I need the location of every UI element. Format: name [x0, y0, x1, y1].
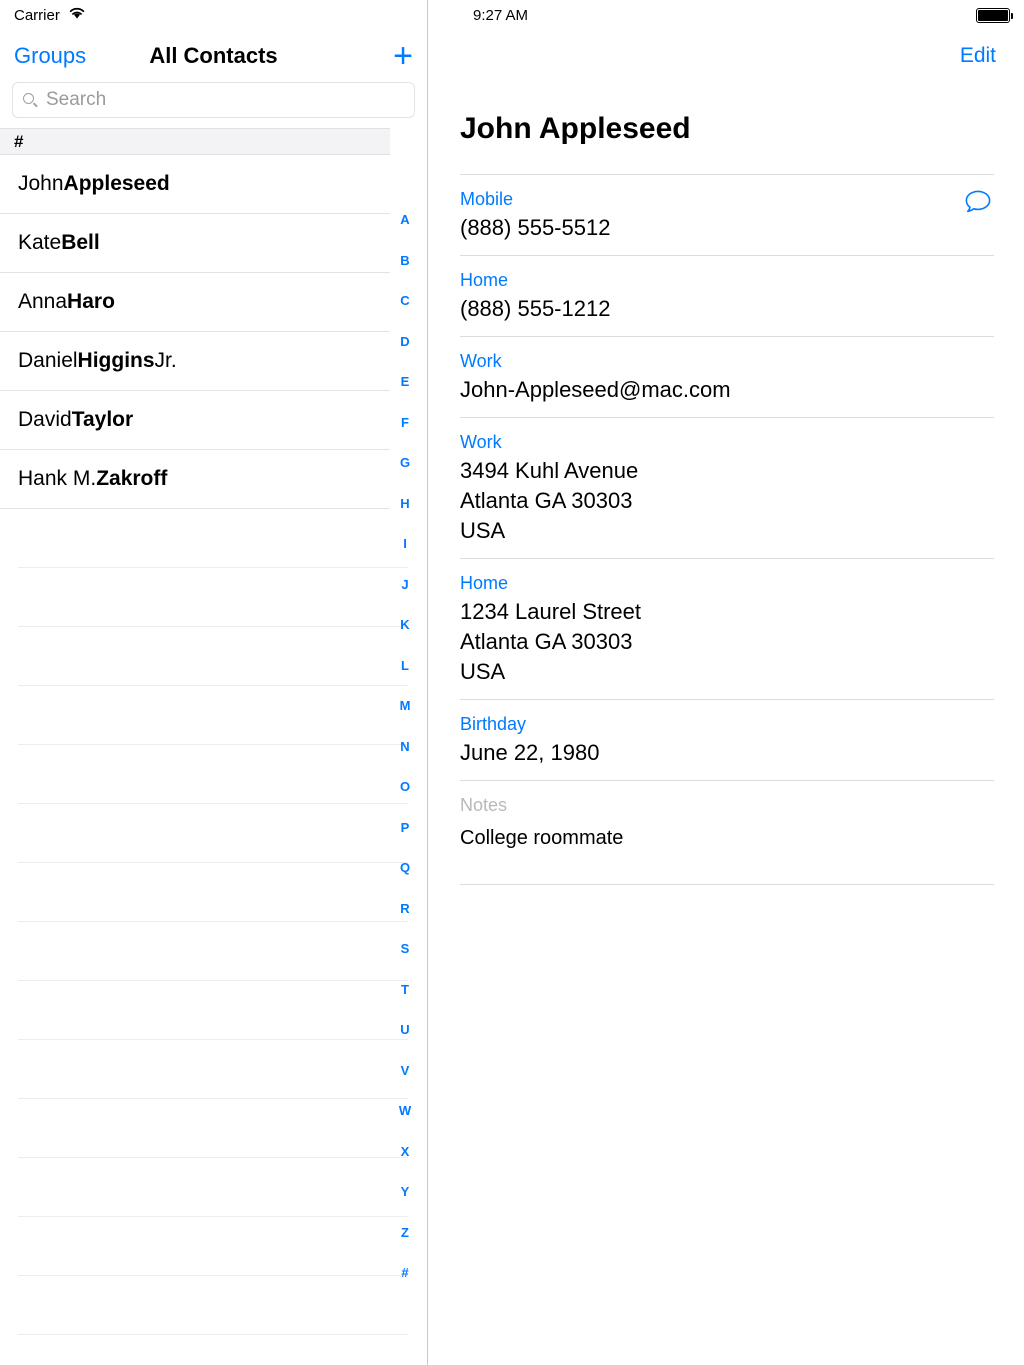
contact-first-name: John: [18, 172, 64, 195]
field-value-line: 3494 Kuhl Avenue: [460, 458, 639, 483]
field-label: Home: [460, 270, 509, 290]
field-value: June 22, 1980: [460, 740, 600, 765]
empty-list-row: [18, 627, 408, 686]
field-value[interactable]: John-Appleseed@mac.com: [460, 377, 731, 402]
battery-icon: [976, 8, 1010, 23]
clock-label: 9:27 AM: [473, 6, 529, 24]
index-letter[interactable]: G: [399, 455, 411, 470]
search-input[interactable]: [12, 82, 415, 118]
index-letter[interactable]: R: [400, 900, 410, 916]
empty-list-row: [18, 1158, 408, 1217]
empty-list-row: [18, 922, 408, 981]
field-label: Work: [460, 432, 502, 452]
index-letter[interactable]: J: [401, 576, 409, 592]
field-work-email[interactable]: [460, 336, 994, 417]
index-letter[interactable]: V: [400, 1062, 410, 1078]
carrier-label: Carrier: [14, 6, 60, 24]
field-value[interactable]: College roommate: [460, 827, 624, 849]
contact-list[interactable]: [0, 155, 427, 1365]
field-label: Mobile: [460, 189, 514, 209]
contact-full-name: John Appleseed: [460, 112, 691, 145]
index-letter[interactable]: T: [401, 981, 409, 997]
contact-last-name: Bell: [61, 231, 100, 254]
empty-list-row: [18, 745, 408, 804]
empty-list-row: [18, 568, 408, 627]
detail-nav-bar: [428, 30, 1024, 82]
contact-suffix: Jr.: [154, 349, 177, 372]
empty-list-row: [18, 1099, 408, 1158]
empty-list-row: [18, 1040, 408, 1099]
index-letter[interactable]: M: [399, 698, 411, 713]
contact-last-name: Appleseed: [63, 172, 170, 195]
contact-last-name: Zakroff: [96, 467, 168, 490]
index-letter[interactable]: X: [400, 1143, 410, 1159]
empty-list-row: [18, 686, 408, 745]
list-item[interactable]: [0, 450, 390, 509]
field-value-line: Atlanta GA 30303: [460, 488, 633, 513]
field-value[interactable]: (888) 555-5512: [460, 215, 611, 240]
index-letter[interactable]: U: [400, 1022, 410, 1037]
index-letter[interactable]: L: [401, 657, 409, 673]
wifi-icon: [68, 6, 86, 24]
index-letter[interactable]: B: [400, 252, 410, 268]
index-letter[interactable]: P: [400, 819, 410, 835]
field-label: Notes: [460, 795, 508, 815]
field-label: Birthday: [460, 714, 527, 734]
field-value[interactable]: (888) 555-1212: [460, 296, 611, 321]
index-letter[interactable]: I: [403, 536, 407, 551]
contact-first-name: David: [18, 408, 72, 431]
contact-first-name: Kate: [18, 231, 62, 254]
contact-first-name: Anna: [18, 290, 68, 313]
field-home-phone[interactable]: [460, 255, 994, 336]
groups-button[interactable]: Groups: [14, 43, 87, 68]
index-letter[interactable]: E: [400, 374, 410, 389]
left-status-bar: [0, 0, 427, 30]
index-letter[interactable]: K: [400, 617, 410, 632]
contact-last-name: Taylor: [71, 408, 134, 431]
search-icon: [23, 93, 38, 108]
index-letter[interactable]: H: [400, 495, 410, 511]
field-label: Work: [460, 351, 502, 371]
field-mobile-phone[interactable]: [460, 174, 994, 255]
detail-bottom-divider: [460, 884, 994, 885]
field-value-line: 1234 Laurel Street: [460, 599, 642, 624]
add-contact-button[interactable]: +: [393, 37, 413, 75]
field-notes[interactable]: [460, 780, 994, 862]
index-letter[interactable]: D: [400, 333, 410, 349]
list-item[interactable]: [0, 391, 390, 450]
list-item[interactable]: [0, 214, 390, 273]
empty-list-row: [18, 1276, 408, 1335]
empty-list-row: [18, 1217, 408, 1276]
index-letter[interactable]: S: [400, 941, 410, 956]
contact-first-name: Hank M.: [18, 467, 97, 490]
message-bubble-icon[interactable]: [964, 189, 992, 215]
search-container: [0, 82, 427, 128]
right-status-bar: [428, 0, 1024, 30]
field-birthday[interactable]: [460, 699, 994, 780]
index-letter[interactable]: W: [398, 1103, 412, 1118]
index-letter[interactable]: A: [400, 212, 410, 227]
edit-button[interactable]: Edit: [959, 44, 996, 67]
list-item[interactable]: [0, 155, 390, 214]
contact-detail-pane: [428, 0, 1024, 1365]
index-letter[interactable]: N: [400, 738, 410, 754]
contact-last-name: Higgins: [77, 349, 155, 372]
empty-list-row: [18, 863, 408, 922]
field-value-line: USA: [460, 518, 506, 543]
empty-list-row: [18, 804, 408, 863]
contact-first-name: Daniel: [18, 349, 78, 372]
search-placeholder: Search: [46, 89, 107, 110]
field-value-line: USA: [460, 659, 506, 684]
index-letter[interactable]: F: [401, 414, 409, 430]
field-work-address[interactable]: [460, 417, 994, 558]
alphabet-index-bar[interactable]: [395, 200, 415, 1294]
left-nav-bar: [0, 30, 427, 82]
list-item[interactable]: [0, 332, 390, 391]
field-value-line: Atlanta GA 30303: [460, 629, 633, 654]
index-letter[interactable]: C: [400, 293, 410, 308]
index-letter[interactable]: Y: [400, 1184, 410, 1199]
section-header-hash: #: [0, 128, 390, 155]
index-letter[interactable]: O: [399, 779, 411, 794]
index-letter[interactable]: #: [401, 1265, 409, 1280]
field-home-address[interactable]: [460, 558, 994, 699]
field-label: Home: [460, 573, 509, 593]
page-title: All Contacts: [149, 43, 278, 68]
contacts-list-pane: [0, 0, 428, 1365]
contact-last-name: Haro: [67, 290, 115, 313]
empty-list-row: [18, 509, 408, 568]
index-letter[interactable]: Q: [399, 860, 411, 875]
index-letter[interactable]: Z: [401, 1224, 409, 1240]
empty-list-row: [18, 981, 408, 1040]
list-item[interactable]: [0, 273, 390, 332]
contact-detail-body: [428, 82, 1024, 885]
